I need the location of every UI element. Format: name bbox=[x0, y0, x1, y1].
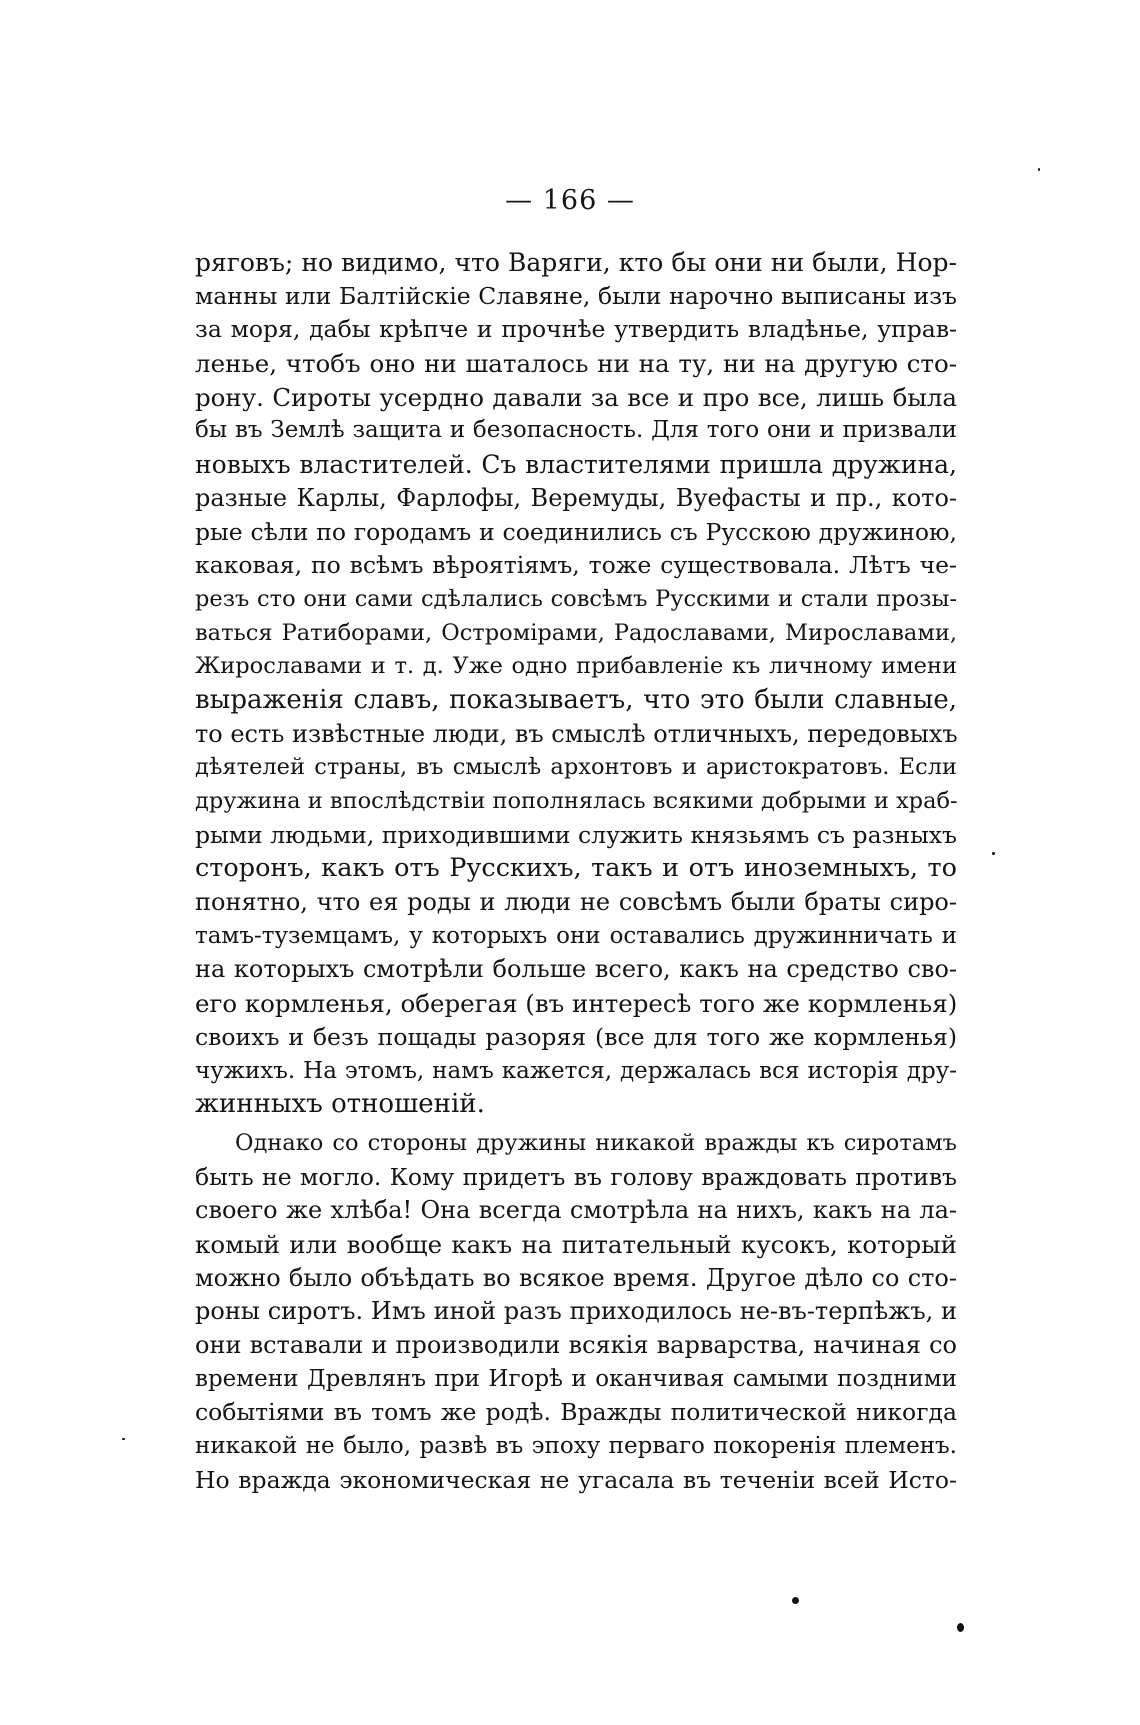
text-line: дѣятелей страны, въ смыслѣ архонтовъ и аристократовъ. Если bbox=[195, 754, 957, 781]
text-line: каковая, по всѣмъ вѣроятіямъ, тоже существовала. Лѣтъ че- bbox=[195, 551, 957, 580]
text-line: за моря, дабы крѣпче и прочнѣе утвердить владѣнье, управ- bbox=[195, 315, 957, 344]
text-line: комый или вообще какъ на питательный кусокъ, который bbox=[195, 1229, 957, 1259]
text-line: Но вражда экономическая не угасала въ теченіи всей Исто- bbox=[195, 1465, 957, 1494]
text-line: быть не могло. Кому придетъ въ голову враждовать противъ bbox=[195, 1162, 957, 1191]
text-line: никакой не было, развѣ въ эпоху перваго покоренія племенъ. bbox=[195, 1433, 957, 1460]
text-line: резъ сто они сами сдѣлались совсѣмъ Русскими и стали прозы- bbox=[195, 585, 957, 612]
text-line: тамъ-туземцамъ, у которыхъ они оставались дружинничать и bbox=[195, 922, 957, 949]
text-line: на которыхъ смотрѣли больше всего, какъ на средство сво- bbox=[195, 955, 957, 984]
text-line: рону. Сироты усердно давали за все и про все, лишь была bbox=[195, 382, 957, 412]
page-number: — 166 — bbox=[505, 185, 635, 216]
text-line: ваться Ратиборами, Остромірами, Радославами, Мирославами, bbox=[195, 619, 957, 646]
text-body bbox=[195, 246, 957, 1497]
text-line: жинныхъ отношеній. bbox=[195, 1089, 485, 1120]
paragraph-2 bbox=[195, 1127, 957, 1498]
text-line: рые сѣли по городамъ и соединились съ Русскою дружиною, bbox=[195, 517, 957, 546]
text-line: то есть извѣстные люди, въ смыслѣ отличныхъ, передовыхъ bbox=[195, 719, 958, 748]
ink-speck bbox=[792, 1597, 799, 1604]
text-line: они вставали и производили всякія варварства, начиная со bbox=[195, 1331, 957, 1359]
text-line: понятно, что ея роды и люди не совсѣмъ были браты сиро- bbox=[195, 888, 957, 917]
ink-speck bbox=[122, 1438, 125, 1440]
text-line: чужихъ. На этомъ, намъ кажется, держалась вся исторія дру- bbox=[195, 1057, 957, 1084]
text-line: дружина и впослѣдствіи пополнялась всякими добрыми и храб- bbox=[195, 788, 958, 814]
text-line: его кормленья, оберегая (въ интересѣ того же кормленья) bbox=[195, 989, 958, 1019]
text-line: манны или Балтійскіе Славяне, были нарочно выписаны изъ bbox=[195, 281, 957, 310]
text-line: своего же хлѣба! Она всегда смотрѣла на нихъ, какъ на ла- bbox=[195, 1196, 957, 1225]
text-line: Однако со стороны дружины никакой вражды къ сиротамъ bbox=[235, 1129, 957, 1156]
text-line: Жирославами и т. д. Уже одно прибавленіе къ личному имени bbox=[195, 653, 957, 680]
text-line: разные Карлы, Фарлофы, Веремуды, Вуефасты и пр., кото- bbox=[195, 483, 957, 512]
text-line: бы въ Землѣ защита и безопасность. Для того они и призвали bbox=[195, 417, 957, 444]
text-line: своихъ и безъ пощады разоряя (все для того же кормленья) bbox=[195, 1022, 957, 1051]
paragraph-1 bbox=[195, 246, 957, 1122]
text-line: событіями въ томъ же родѣ. Вражды политической никогда bbox=[195, 1398, 957, 1427]
ink-speck bbox=[1038, 168, 1040, 171]
text-line: новыхъ властителей. Съ властителями пришла дружина, bbox=[195, 450, 957, 480]
text-line: выраженія славъ, показываетъ, что это были славные, bbox=[195, 684, 957, 715]
text-line: ряговъ; но видимо, что Варяги, кто бы они ни были, Нор- bbox=[195, 248, 957, 277]
ink-speck bbox=[957, 1623, 964, 1632]
text-line: роны сиротъ. Имъ иной разъ приходилось не-въ-терпѣжъ, и bbox=[195, 1297, 957, 1326]
text-line: ленье, чтобъ оно ни шаталось ни на ту, ни на другую сто- bbox=[195, 349, 957, 379]
ink-speck bbox=[992, 852, 995, 855]
text-line: можно было объѣдать во всякое время. Другое дѣло со сто- bbox=[195, 1263, 957, 1292]
text-line: времени Древлянъ при Игорѣ и оканчивая самыми поздними bbox=[195, 1365, 957, 1392]
text-line: рыми людьми, приходившими служить князьямъ съ разныхъ bbox=[195, 820, 957, 849]
text-line: сторонъ, какъ отъ Русскихъ, такъ и отъ иноземныхъ, то bbox=[195, 853, 957, 884]
